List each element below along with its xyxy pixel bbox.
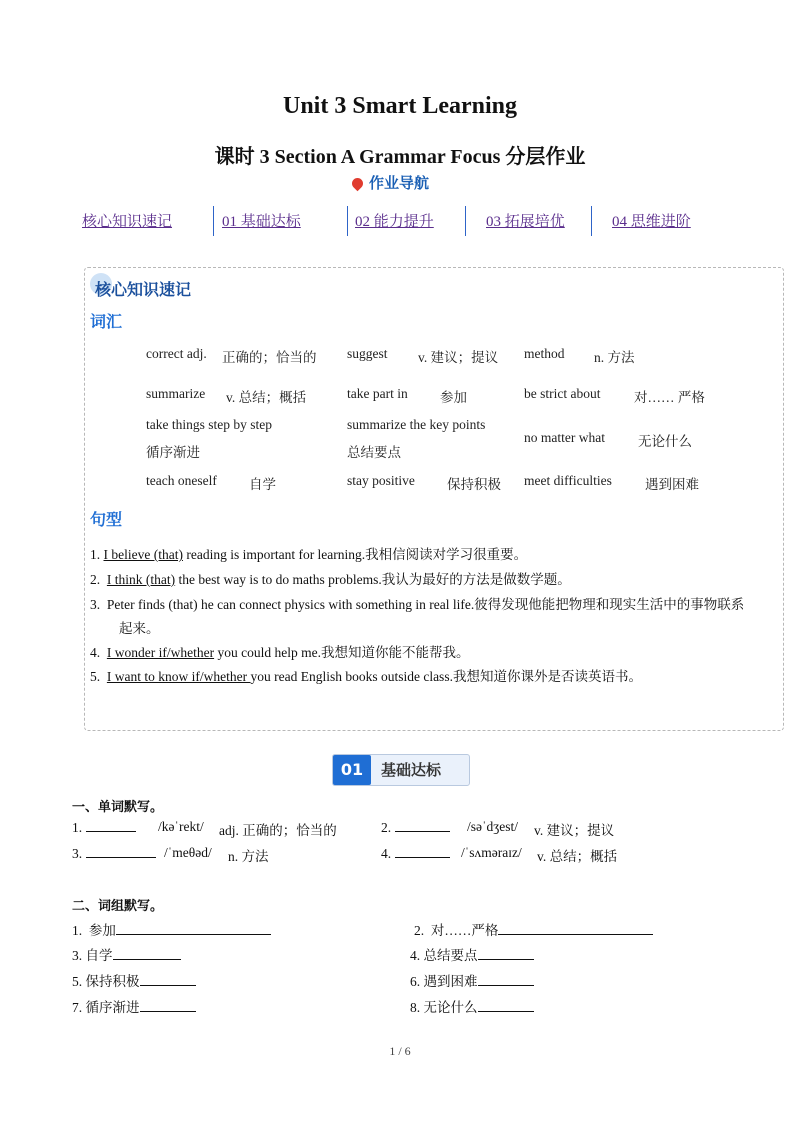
word-item-2 — [381, 819, 450, 836]
phrase-zh: 保持积极 — [85, 974, 140, 989]
answer-blank[interactable] — [395, 819, 450, 832]
page-title: Unit 3 Smart Learning — [283, 93, 517, 119]
vocab-zh: 正确的；恰当的 — [222, 350, 317, 365]
question-1-heading: 一、单词默写。 — [72, 800, 164, 815]
vocab-en: summarize — [146, 386, 206, 401]
sentence-number: 2. — [90, 572, 101, 587]
core-knowledge-heading: 核心知识速记 — [95, 280, 192, 299]
phrase-zh: 自学 — [85, 948, 113, 963]
item-number: 4. — [381, 846, 392, 861]
nav-heading — [352, 172, 429, 193]
answer-blank[interactable] — [478, 999, 534, 1012]
sentence-number: 1. — [90, 547, 101, 562]
answer-blank[interactable] — [498, 922, 653, 935]
item-number: 1. — [72, 923, 83, 938]
phrase-zh: 参加 — [88, 923, 116, 938]
sentence-heading: 句型 — [90, 510, 123, 529]
item-number: 3. — [72, 948, 83, 963]
item-number: 7. — [72, 1000, 83, 1015]
phrase-item-2 — [414, 919, 653, 939]
nav-link-03[interactable]: 03 拓展培优 — [486, 214, 565, 230]
nav-divider — [465, 206, 466, 236]
sentence-pattern: I think (that) — [106, 572, 176, 587]
vocab-en: method — [524, 346, 565, 361]
vocab-zh: 遇到困难 — [645, 477, 699, 492]
location-pin-icon — [350, 176, 366, 192]
word-item-4 — [381, 845, 450, 862]
vocab-en: suggest — [347, 346, 388, 361]
vocab-zh: 无论什么 — [638, 434, 692, 449]
item-number: 1. — [72, 820, 83, 835]
vocab-zh: v. 建议；提议 — [418, 350, 499, 365]
phrase-item-6 — [410, 970, 534, 990]
sentence-pattern: I want to know if/whether — [106, 669, 251, 684]
phrase-zh: 总结要点 — [423, 948, 478, 963]
phonetic: /ˈmeθəd/ — [164, 845, 212, 860]
nav-divider — [591, 206, 592, 236]
phrase-item-3 — [72, 944, 181, 964]
answer-blank[interactable] — [478, 947, 534, 960]
vocab-zh: 自学 — [249, 477, 276, 492]
item-number: 4. — [410, 948, 421, 963]
vocab-en: meet difficulties — [524, 473, 612, 488]
sentence-text: reading is important for learning.我相信阅读对学习很重要。 — [182, 547, 528, 562]
phonetic: /ˈsʌməraɪz/ — [461, 845, 522, 860]
phrase-item-4 — [410, 944, 534, 964]
nav-link-02[interactable]: 02 能力提升 — [355, 214, 434, 230]
vocab-en: take things step by step — [146, 417, 272, 432]
answer-blank[interactable] — [140, 999, 196, 1012]
sentence-1 — [90, 543, 527, 563]
homework-nav — [72, 206, 732, 236]
answer-blank[interactable] — [86, 819, 136, 832]
answer-blank[interactable] — [86, 845, 156, 858]
sentence-pattern: I wonder if/whether — [106, 645, 215, 660]
sentence-3-cont — [119, 617, 160, 637]
item-number: 5. — [72, 974, 83, 989]
sentence-3 — [90, 593, 744, 613]
vocab-en: take part in — [347, 386, 408, 401]
phrase-zh: 循序渐进 — [85, 1000, 140, 1015]
phonetic: /səˈdʒest/ — [467, 819, 518, 834]
phrase-zh: 无论什么 — [423, 1000, 478, 1015]
section-label: 基础达标 — [381, 761, 442, 779]
answer-blank[interactable] — [395, 845, 450, 858]
meaning: adj. 正确的；恰当的 — [219, 823, 337, 838]
sentence-text: the best way is to do maths problems.我认为最好的方法是做数学题。 — [175, 572, 571, 587]
vocab-zh: 参加 — [440, 390, 467, 405]
phrase-zh: 对……严格 — [430, 923, 499, 938]
phrase-item-7 — [72, 996, 196, 1016]
vocab-en: teach oneself — [146, 473, 217, 488]
core-knowledge-box — [84, 267, 784, 731]
vocab-heading: 词汇 — [90, 312, 123, 331]
nav-link-core[interactable]: 核心知识速记 — [82, 214, 173, 230]
answer-blank[interactable] — [478, 973, 534, 986]
answer-blank[interactable] — [140, 973, 196, 986]
vocab-zh: n. 方法 — [594, 350, 635, 365]
sentence-text: you could help me.我想知道你能不能帮我。 — [214, 645, 470, 660]
sentence-number: 3. — [90, 597, 101, 612]
sentence-number: 4. — [90, 645, 101, 660]
meaning: v. 总结；概括 — [537, 849, 618, 864]
word-item-3 — [72, 845, 156, 862]
item-number: 2. — [414, 923, 425, 938]
meaning: n. 方法 — [228, 849, 269, 864]
sentence-text: Peter finds (that) he can connect physics with something in real life.彼得发现他能把物理和现实生活中的事物联系 — [106, 597, 745, 612]
sentence-text: you read English books outside class.我想知道你课外是否读英语书。 — [250, 669, 642, 684]
phrase-item-8 — [410, 996, 534, 1016]
phrase-item-1 — [72, 919, 271, 939]
nav-heading-label: 作业导航 — [369, 174, 430, 192]
sentence-4 — [90, 641, 469, 661]
phonetic: /kəˈrekt/ — [158, 819, 204, 834]
vocab-en: no matter what — [524, 430, 605, 445]
vocab-zh: 总结要点 — [347, 445, 401, 460]
page-subtitle: 课时 3 Section A Grammar Focus 分层作业 — [214, 146, 586, 168]
section-01-badge — [332, 754, 470, 786]
page-number: 1 / 6 — [389, 1044, 411, 1058]
sentence-5 — [90, 665, 642, 685]
vocab-zh: 对…… 严格 — [634, 390, 705, 405]
nav-link-04[interactable]: 04 思维进阶 — [612, 214, 691, 230]
phrase-zh: 遇到困难 — [423, 974, 478, 989]
answer-blank[interactable] — [113, 947, 181, 960]
nav-link-01[interactable]: 01 基础达标 — [222, 214, 301, 230]
vocab-en: summarize the key points — [347, 417, 486, 432]
item-number: 3. — [72, 846, 83, 861]
phrase-item-5 — [72, 970, 196, 990]
meaning: v. 建议；提议 — [534, 823, 615, 838]
vocab-en: stay positive — [347, 473, 415, 488]
question-2-heading: 二、词组默写。 — [72, 899, 164, 914]
vocab-zh: v. 总结；概括 — [226, 390, 307, 405]
section-number: 01 — [333, 755, 371, 785]
item-number: 2. — [381, 820, 392, 835]
nav-divider — [213, 206, 214, 236]
sentence-number: 5. — [90, 669, 101, 684]
sentence-pattern: I believe (that) — [103, 547, 183, 562]
item-number: 6. — [410, 974, 421, 989]
sentence-2 — [90, 568, 571, 588]
item-number: 8. — [410, 1000, 421, 1015]
vocab-zh: 循序渐进 — [146, 445, 200, 460]
vocab-zh: 保持积极 — [447, 477, 501, 492]
word-item-1 — [72, 819, 136, 836]
vocab-en: correct adj. — [146, 346, 207, 361]
answer-blank[interactable] — [116, 922, 271, 935]
vocab-en: be strict about — [524, 386, 601, 401]
sentence-text: 起来。 — [119, 621, 160, 636]
nav-divider — [347, 206, 348, 236]
